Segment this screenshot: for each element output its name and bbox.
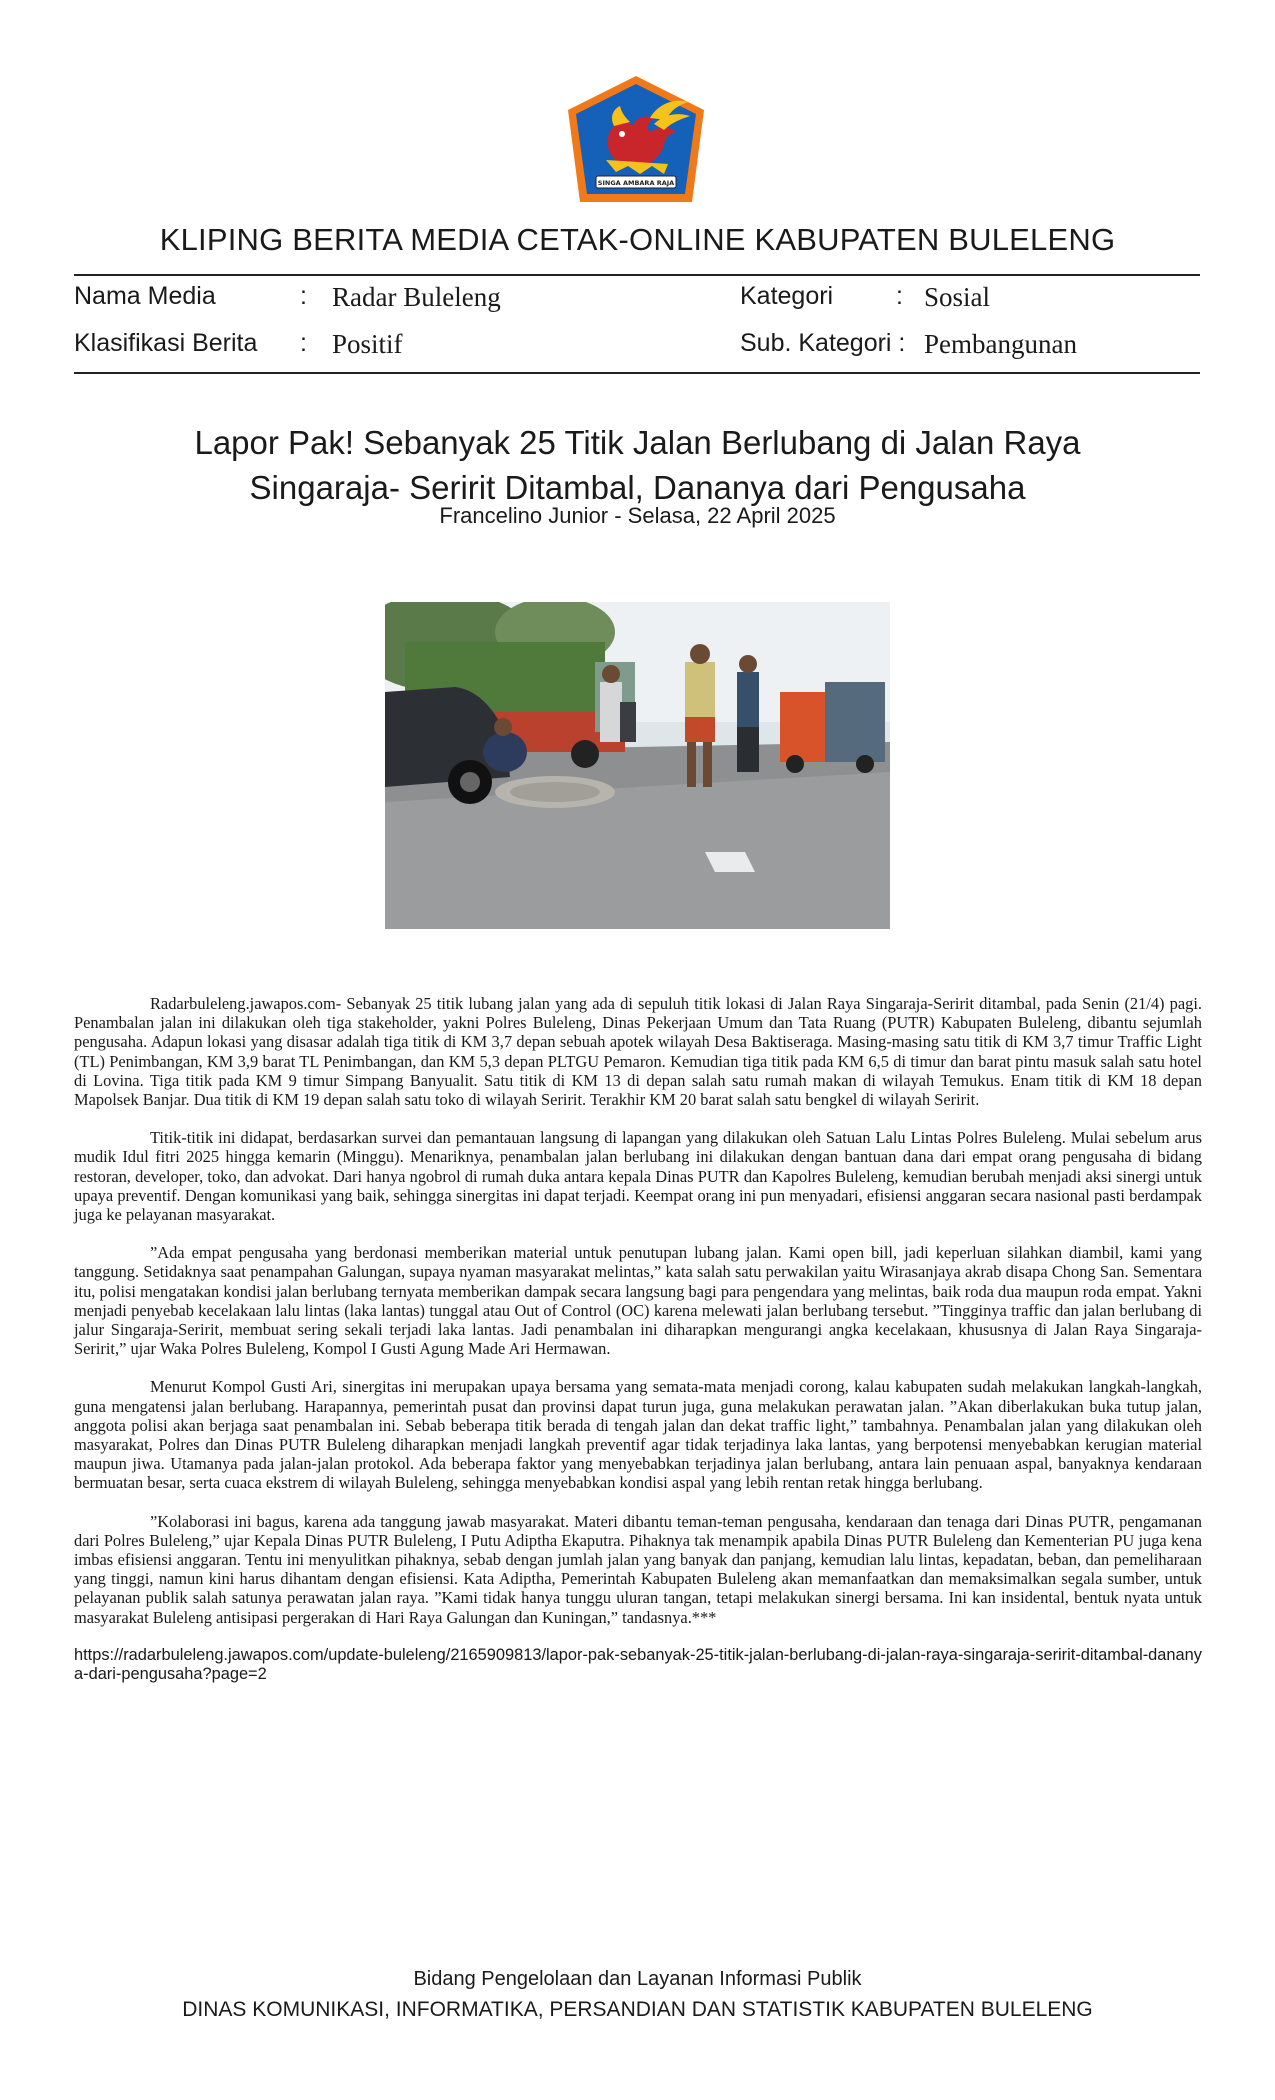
divider-top xyxy=(74,274,1200,276)
category-value: Sosial xyxy=(924,282,991,312)
page-header-title: KLIPING BERITA MEDIA CETAK-ONLINE KABUPATEN BULELENG xyxy=(159,222,1116,257)
article-photo xyxy=(385,602,890,929)
footer-agency: DINAS KOMUNIKASI, INFORMATIKA, PERSANDIAN DAN STATISTIK KABUPATEN BULELENG xyxy=(182,1998,1093,2021)
category-colon: : xyxy=(896,282,903,310)
category-label: Kategori xyxy=(740,282,834,310)
article-title xyxy=(120,420,1155,510)
media-label: Nama Media xyxy=(74,282,216,310)
subcategory-label: Sub. Kategori : xyxy=(740,329,906,357)
article-paragraph: ”Ada empat pengusaha yang berdonasi memberikan material untuk penutupan lubang jalan. Kami open bill, jadi keperluan silahkan diambil, kami yang tanggung. Setidaknya saat penampahan Galungan, supaya nyaman masyarakat melintas,” kata salah satu perwakilan yaitu Wirasanjaya akrab disapa Chong San. Sementara itu, polisi mengatakan kondisi jalan berlubang ternyata memberikan dampak secara langsung bagi para pengendara yang melintas, baik roda dua maupun roda empat. Yakni menjadi penyebab kecelakaan lalu lintas (laka lantas) tunggal atau Out of Control (OC) karena melewati jalan berlubang tersebut. ”Tingginya traffic dan jalan berlubang di jalur Singaraja-Seririt, membuat sering sekali terjadi laka lantas. Jadi penambalan ini diharapkan mengurangi angka kecelakaan, khususnya di Jalan Raya Singaraja-Seririt,” ujar Waka Polres Buleleng, Kompol I Gusti Agung Made Ari Hermawan. xyxy=(74,1243,1202,1359)
article-title-line-1: Lapor Pak! Sebanyak 25 Titik Jalan Berlubang di Jalan Raya xyxy=(194,424,1081,461)
source-url: https://radarbuleleng.jawapos.com/update-buleleng/2165909813/lapor-pak-sebanyak-25-titik-jalan-berlubang-di-jalan-raya-singaraja-seririt-ditambal-dananya-dari-pengusaha?page=2 xyxy=(74,1645,1202,1684)
article-body xyxy=(74,994,1202,1703)
classification-colon: : xyxy=(300,329,307,357)
classification-label: Klasifikasi Berita xyxy=(74,329,258,357)
article-paragraph: ”Kolaborasi ini bagus, karena ada tanggung jawab masyarakat. Materi dibantu teman-teman pengusaha, kendaraan dan tenaga dari Dinas PUTR, pengamanan dari Polres Buleleng,” ujar Kepala Dinas PUTR Buleleng, I Putu Adiptha Ekaputra. Pihaknya tak menampik apabila Dinas PUTR Buleleng dan Kementerian PU juga kena imbas efisiensi anggaran. Tentu ini menyulitkan pihaknya, sebab dengan jumlah jalan yang banyak dan panjang, kemudian lalu lintas, kepadatan, beban, dan pemeliharaan yang tinggi, namun kini harus dihantam dengan efisiensi. Kata Adiptha, Pemerintah Kabupaten Buleleng akan memanfaatkan dan memaksimalkan segala sumber, untuk pelayanan publik salah satunya perawatan jalan raya. ”Kami tidak hanya tunggu uluran tangan, tetapi melakukan sinergi bersama. Ini kan insidental, bentuk nyata untuk masyarakat Buleleng antisipasi pergerakan di Hari Raya Galungan dan Kuningan,” tandasnya.*** xyxy=(74,1511,1202,1627)
article-title-line-2: Singaraja- Seririt Ditambal, Dananya dari Pengusaha xyxy=(249,469,1026,506)
article-paragraph: Titik-titik ini didapat, berdasarkan survei dan pemantauan langsung di lapangan yang dilakukan oleh Satuan Lalu Lintas Polres Buleleng. Mulai sebelum arus mudik Idul fitri 2025 hingga kemarin (Minggu). Menariknya, penambalan jalan berlubang ini dilakukan dengan bantuan dana dari empat orang pengusaha di bidang restoran, developer, toko, dan advokat. Dari hanya ngobrol di rumah duka antara kepala Dinas PUTR dan Kapolres Buleleng, kemudian berubah menjadi aksi sinergi untuk upaya preventif. Dengan komunikasi yang baik, sehingga sinergitas ini dapat terjadi. Keempat orang ini pun menyadari, efisiensi anggaran secara nasional pasti berdampak juga ke pelayanan masyarakat. xyxy=(74,1128,1202,1225)
singa-ambara-raja-logo xyxy=(566,74,706,204)
footer-department: Bidang Pengelolaan dan Layanan Informasi Publik xyxy=(413,1968,862,1990)
article-paragraph: Radarbuleleng.jawapos.com- Sebanyak 25 titik lubang jalan yang ada di sepuluh titik lokasi di Jalan Raya Singaraja-Seririt ditambal, pada Senin (21/4) pagi. Penambalan jalan ini dilakukan oleh tiga stakeholder, yakni Polres Buleleng, Dinas Pekerjaan Umum dan Tata Ruang (PUTR) Kabupaten Buleleng, dibantu sejumlah pengusaha. Adapun lokasi yang disasar adalah tiga titik di KM 3,7 depan sebuah apotek wilayah Desa Baktiseraga. Masing-masing satu titik di KM 3,7 timur Traffic Light (TL) Penimbangan, KM 3,9 barat TL Penimbangan, dan KM 5,3 depan PLTGU Pemaron. Kemudian tiga titik pada KM 6,5 di timur dan barat pintu masuk salah satu hotel di Lovina. Tiga titik pada KM 9 timur Simpang Banyualit. Satu titik di KM 13 di depan salah satu rumah makan di wilayah Temukus. Enam titik di KM 18 depan Mapolsek Banjar. Dua titik di KM 19 depan salah satu toko di wilayah Seririt. Terakhir KM 20 barat salah satu bengkel di wilayah Seririt. xyxy=(74,994,1202,1110)
logo-motto: SINGA AMBARA RAJA xyxy=(597,179,675,187)
divider-bottom xyxy=(74,372,1200,374)
subcategory-value: Pembangunan xyxy=(924,329,1077,359)
classification-value: Positif xyxy=(332,329,403,359)
media-value: Radar Buleleng xyxy=(332,282,501,312)
article-byline: Francelino Junior - Selasa, 22 April 2025 xyxy=(439,503,836,528)
media-colon: : xyxy=(300,282,307,310)
article-paragraph: Menurut Kompol Gusti Ari, sinergitas ini merupakan upaya bersama yang semata-mata menjadi corong, kalau kabupaten sudah melakukan langkah-langkah, guna mengatensi jalan berlubang. Harapannya, pemerintah pusat dan provinsi dapat turun juga, guna melakukan perawatan jalan. ”Akan diberlakukan buka tutup jalan, anggota polisi akan berjaga saat penambalan ini. Sebab beberapa titik berada di tengah jalan dan dekat traffic light,” tambahnya. Penambalan jalan yang dilakukan oleh masyarakat, Polres dan Dinas PUTR Buleleng diharapkan menjadi langkah preventif agar tidak terjadinya laka lantas, yang berpotensi menyebabkan kerugian material maupun jiwa. Utamanya pada jalan-jalan protokol. Ada beberapa faktor yang menyebabkan terjadinya jalan berlubang, antara lain penuaan aspal, banyaknya kendaraan bermuatan besar, serta cuaca ekstrem di wilayah Buleleng, sehingga menyebabkan kondisi aspal yang lebih rentan retak hingga berlubang. xyxy=(74,1377,1202,1493)
